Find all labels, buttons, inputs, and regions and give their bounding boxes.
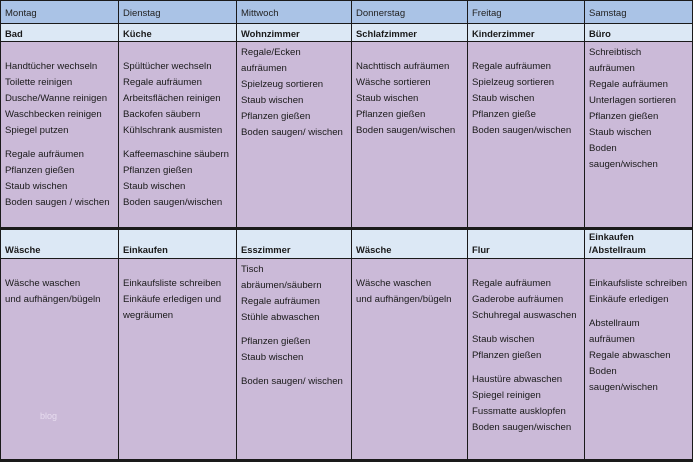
task-item: Staub wischen	[241, 352, 304, 363]
task-item: Spielzeug sortieren	[241, 79, 324, 90]
task-item: Regale aufräumen	[5, 149, 84, 160]
weekday-saturday: Samstag	[584, 0, 693, 24]
task-item: Boden saugen/wischen	[472, 422, 572, 433]
weekday-wednesday: Mittwoch	[236, 0, 351, 24]
task-spacer	[241, 326, 349, 334]
task-spacer	[123, 139, 234, 147]
task-spacer	[5, 139, 116, 147]
task-item: Boden saugen/ wischen	[241, 376, 343, 387]
weekday-header-row	[0, 0, 693, 24]
weekday-friday: Freitag	[467, 0, 584, 24]
task-item: Schuhregal auswaschen	[472, 310, 577, 321]
room-heading: Flur	[467, 230, 584, 259]
task-item: Wäsche waschen	[356, 278, 432, 289]
task-item: Einkäufe erledigen und	[123, 294, 222, 305]
task-item: Wäsche waschen	[5, 278, 81, 289]
room-heading-line: /Abstellraum	[589, 244, 646, 255]
room-header-row-2	[0, 230, 693, 259]
room-heading: Büro	[584, 24, 693, 42]
task-item: Staub wischen	[472, 334, 535, 345]
weekday-tuesday: Dienstag	[118, 0, 236, 24]
task-item: und aufhängen/bügeln	[5, 294, 101, 305]
room-heading: Bad	[0, 24, 118, 42]
task-spacer	[472, 364, 582, 372]
room-heading: Kinderzimmer	[467, 24, 584, 42]
room-header-row-1	[0, 24, 693, 42]
task-item: Spiegel reinigen	[472, 390, 541, 401]
task-list	[236, 42, 351, 230]
task-item: Regale aufräumen	[472, 61, 551, 72]
blog-watermark: blog	[40, 411, 58, 421]
task-item: Nachttisch aufräumen	[356, 61, 450, 72]
task-item: Unterlagen sortieren	[589, 95, 676, 106]
task-list	[467, 259, 584, 462]
task-item: Wäsche sortieren	[356, 77, 431, 88]
task-item: saugen/wischen	[589, 382, 658, 393]
task-item: Einkäufe erledigen	[589, 294, 669, 305]
task-item: Haustüre abwaschen	[472, 374, 563, 385]
weekday-thursday: Donnerstag	[351, 0, 467, 24]
task-item: Arbeitsflächen reinigen	[123, 93, 221, 104]
weekday-monday: Montag	[0, 0, 118, 24]
task-item: Pflanzen gießen	[5, 165, 75, 176]
task-item: Boden saugen / wischen	[5, 197, 110, 208]
task-spacer	[472, 324, 582, 332]
task-list	[584, 42, 693, 230]
task-item: Boden saugen/wischen	[356, 125, 456, 136]
task-item: Handtücher wechseln	[5, 61, 98, 72]
task-item: Regale/Ecken	[241, 47, 301, 58]
room-heading: Wäsche	[0, 230, 118, 259]
task-list	[0, 42, 118, 230]
task-item: Pflanzen gießen	[472, 350, 542, 361]
task-list	[118, 42, 236, 230]
task-item: aufräumen	[589, 63, 635, 74]
task-item: Spültücher wechseln	[123, 61, 212, 72]
task-item: Regale aufräumen	[472, 278, 551, 289]
task-item: Regale aufräumen	[241, 296, 320, 307]
task-item: Regale aufräumen	[589, 79, 668, 90]
task-item: und aufhängen/bügeln	[356, 294, 452, 305]
task-item: Boden saugen/ wischen	[241, 127, 343, 138]
task-item: saugen/wischen	[589, 159, 658, 170]
task-item: Staub wischen	[5, 181, 68, 192]
room-heading: Esszimmer	[236, 230, 351, 259]
task-item: Boden	[589, 143, 617, 154]
room-heading-line: Einkaufen	[589, 231, 634, 242]
task-item: Kaffeemaschine säubern	[123, 149, 229, 160]
task-item: Regale abwaschen	[589, 350, 671, 361]
task-item: Spiegel putzen	[5, 125, 69, 136]
task-item: Tisch	[241, 264, 264, 275]
task-item: abräumen/säubern	[241, 280, 322, 291]
task-item: aufräumen	[241, 63, 287, 74]
task-item: Pflanzen gießen	[589, 111, 659, 122]
room-heading: Einkaufen	[118, 230, 236, 259]
task-item: Staub wischen	[123, 181, 186, 192]
room-heading: Wohnzimmer	[236, 24, 351, 42]
task-item: Kühlschrank ausmisten	[123, 125, 223, 136]
task-list	[118, 259, 236, 462]
room-heading: Küche	[118, 24, 236, 42]
task-row-1	[0, 42, 693, 230]
task-item: Boden saugen/wischen	[472, 125, 572, 136]
task-item: Staub wischen	[472, 93, 535, 104]
task-item: Gaderobe aufräumen	[472, 294, 564, 305]
task-spacer	[589, 308, 690, 316]
task-item: Spielzeug sortieren	[472, 77, 555, 88]
task-list	[0, 259, 118, 462]
task-item: Staub wischen	[241, 95, 304, 106]
task-item: Schreibtisch	[589, 47, 642, 58]
task-item: Backofen säubern	[123, 109, 201, 120]
task-item: Boden	[589, 366, 617, 377]
task-item: Pflanzen gieße	[472, 109, 536, 120]
task-item: Regale aufräumen	[123, 77, 202, 88]
task-row-2	[0, 259, 693, 462]
task-item: Staub wischen	[589, 127, 652, 138]
task-list	[236, 259, 351, 462]
task-item: Einkaufsliste schreiben	[589, 278, 688, 289]
task-list	[351, 259, 467, 462]
task-spacer	[241, 366, 349, 374]
task-list	[351, 42, 467, 230]
task-item: Pflanzen gießen	[123, 165, 193, 176]
task-item: Einkaufsliste schreiben	[123, 278, 222, 289]
room-heading	[584, 230, 693, 259]
task-list	[584, 259, 693, 462]
task-item: Pflanzen gießen	[241, 111, 311, 122]
task-item: aufräumen	[589, 334, 635, 345]
room-heading: Schlafzimmer	[351, 24, 467, 42]
task-list	[467, 42, 584, 230]
task-item: Stühle abwaschen	[241, 312, 320, 323]
task-item: Boden saugen/wischen	[123, 197, 223, 208]
task-item: Toilette reinigen	[5, 77, 73, 88]
task-item: Abstellraum	[589, 318, 640, 329]
task-item: Fussmatte ausklopfen	[472, 406, 566, 417]
task-item: Dusche/Wanne reinigen	[5, 93, 108, 104]
room-heading: Wäsche	[351, 230, 467, 259]
task-item: Waschbecken reinigen	[5, 109, 102, 120]
task-item: Pflanzen gießen	[356, 109, 426, 120]
task-item: Staub wischen	[356, 93, 419, 104]
task-item: Pflanzen gießen	[241, 336, 311, 347]
task-item: wegräumen	[123, 310, 174, 321]
